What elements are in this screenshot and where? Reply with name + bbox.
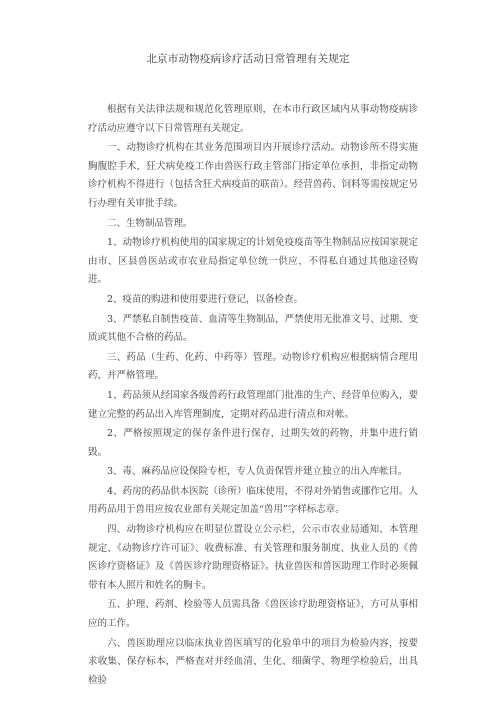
- document-title: 北京市动物疫病诊疗活动日常管理有关规定: [146, 53, 350, 65]
- document-body: [88, 101, 418, 691]
- section-5-paragraph: 五、护理、药剂、检验等人员需具备《兽医诊疗助理资格证》，方可从事相应的工作。: [88, 599, 418, 630]
- section-4-paragraph: 四、动物诊疗机构应在明显位置设立公示栏，公示市农业局通知、本管理规定、《动物诊疗许可证》、收费标准、有关管理和服务制度、执业人员的《兽医诊疗资格证》及《兽医诊疗助理资格证》。执业兽医和兽医助理工作时必须佩带有本人照片和姓名的胸卡。: [88, 524, 418, 591]
- section-2-heading: 二、生物制品管理。: [107, 217, 193, 229]
- section-3-item-4: 4、药房的药品供本医院（诊所）临床使用，不得对外销售或挪作它用。人用药品用于兽用应按农业部有关规定加盖“兽用”字样标志章。: [88, 485, 418, 516]
- section-6-paragraph: 六、兽医助理应以临床执业兽医填写的化验单中的项目为检验内容，按要求收集、保存标本，严格查对并经血清、生化、细菌学、物理学检验后，出具检验: [88, 637, 418, 686]
- intro-paragraph: 根据有关法律法规和规范化管理原则，在本市行政区域内从事动物疫病诊疗活动应遵守以下日常管理有关规定。: [88, 104, 418, 134]
- section-2-item-3: 3、严禁私自制售疫苗、血清等生物制品，严禁使用无批准文号、过期、变质或其他不合格的药品。: [88, 313, 418, 344]
- section-2-item-1: 1、动物诊疗机构使用的国家规定的计划免疫疫苗等生物制品应按国家规定由市、区县兽医站或市农业局指定单位统一供应，不得私自通过其他途径购进。: [88, 237, 418, 286]
- section-3-item-2: 2、严格按照规定的保存条件进行保存，过期失效的药物，并集中进行销毁。: [88, 428, 418, 458]
- section-3-item-1: 1、药品须从经国家各级兽药行政管理部门批准的生产、经营单位购入，要建立完整的药品出入库管理制度，定期对药品进行清点和对帐。: [88, 389, 418, 420]
- section-3-paragraph: 三、药品（生药、化药、中药等）管理。动物诊疗机构应根据病情合理用药，并严格管理。: [88, 351, 418, 382]
- section-1-paragraph: 一、动物诊疗机构在其业务范围项目内开展诊疗活动。动物诊所不得实施胸腹腔手术，狂犬病免疫工作由兽医行政主管部门指定单位承担，非指定动物诊疗机构不得进行（包括含狂犬病疫苗的联苗）。经营兽药、饲料等需按规定另行办理有关审批手续。: [88, 142, 418, 209]
- section-3-item-3: 3、毒、麻药品应设保险专柜，专人负责保管并建立独立的出入库帐目。: [107, 466, 408, 478]
- section-2-item-2: 2、疫苗的购进和使用要进行登记，以备检查。: [107, 293, 304, 305]
